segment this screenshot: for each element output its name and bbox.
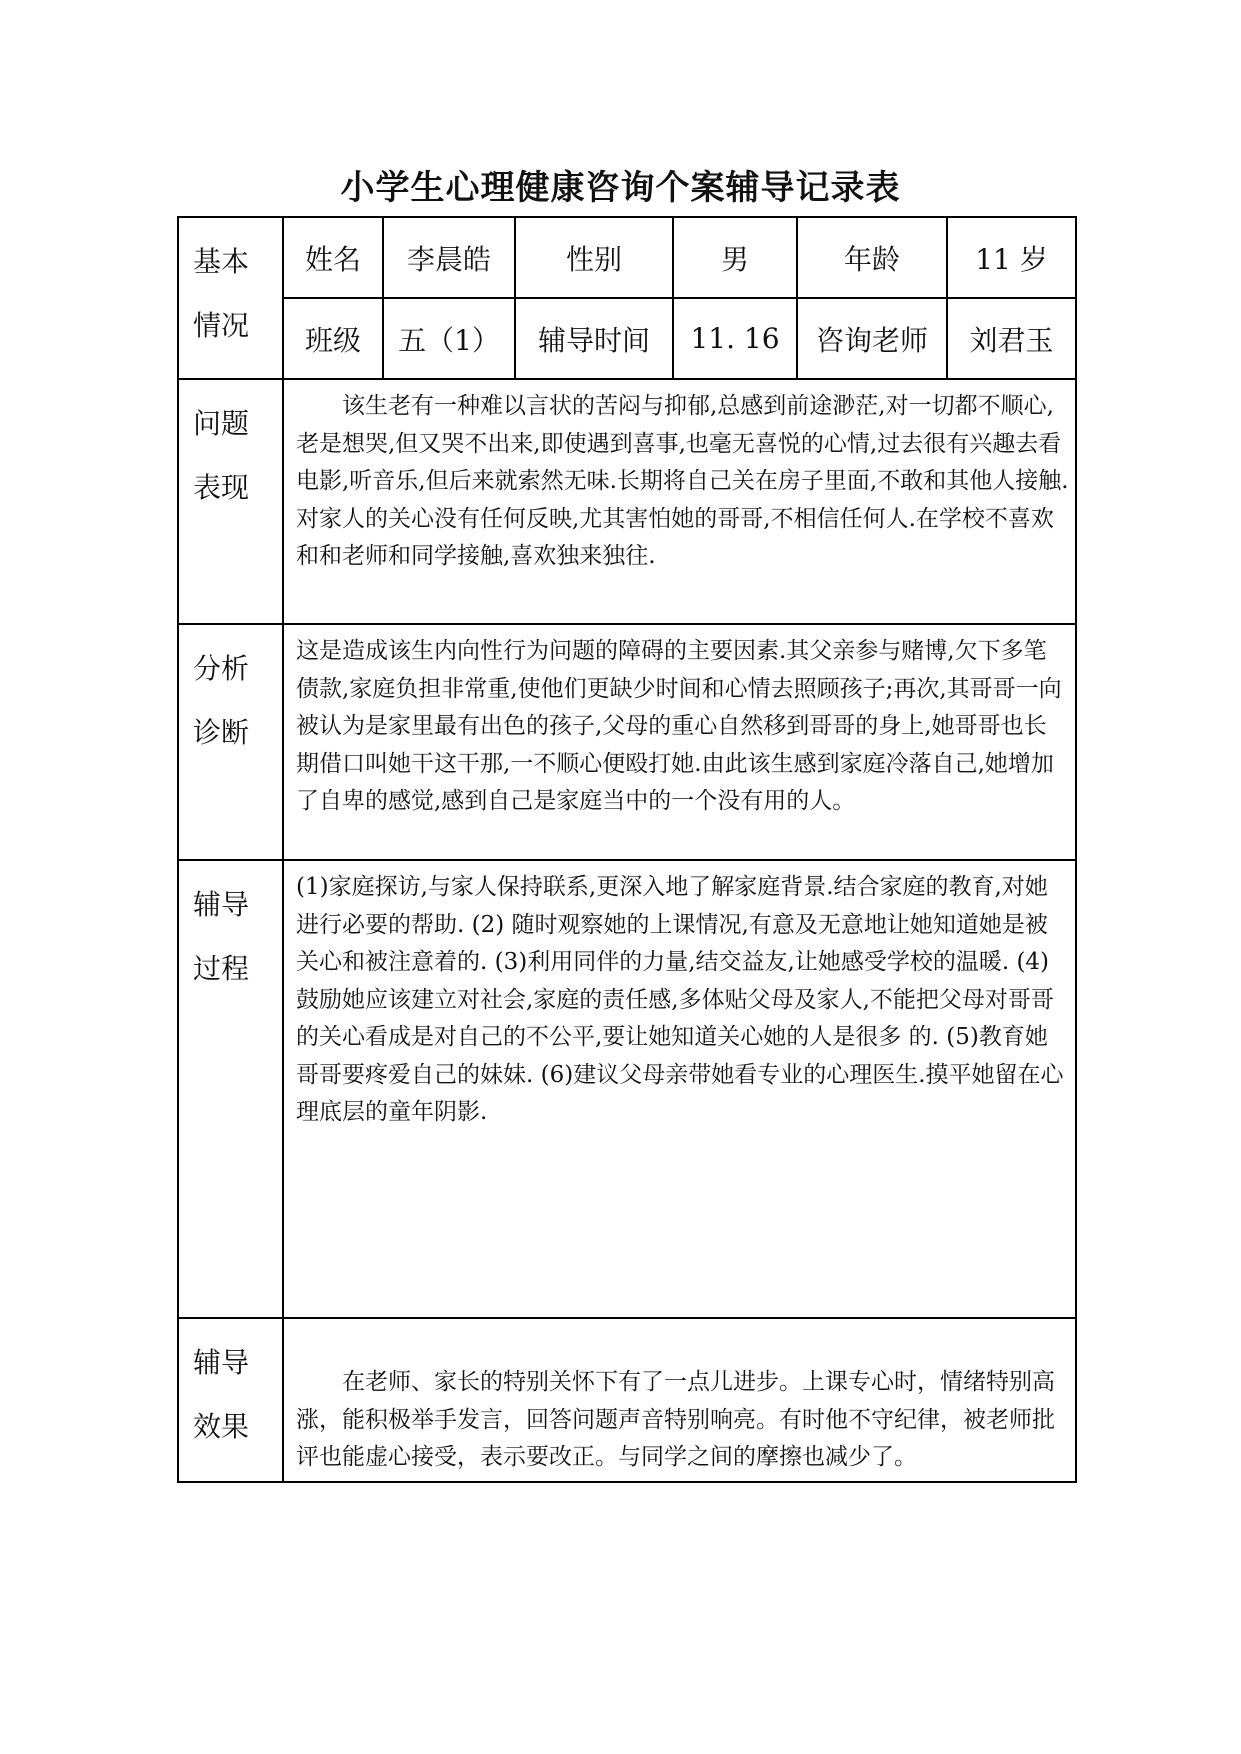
process-label-line-2: 过程 bbox=[193, 952, 250, 985]
process-row bbox=[178, 860, 1076, 1318]
problem-row bbox=[178, 379, 1076, 624]
age-value: 11 岁 bbox=[947, 217, 1076, 298]
basic-row-2 bbox=[178, 298, 1076, 379]
problem-label-line-1: 问题 bbox=[193, 407, 250, 440]
gender-label: 性别 bbox=[515, 217, 673, 298]
basic-row-1 bbox=[178, 217, 1076, 298]
analysis-label-line-2: 诊断 bbox=[193, 716, 250, 749]
process-section-label bbox=[178, 860, 283, 1318]
class-value: 五（1） bbox=[383, 298, 515, 379]
basic-section-label bbox=[178, 217, 283, 379]
teacher-value: 刘君玉 bbox=[947, 298, 1076, 379]
page-title: 小学生心理健康咨询个案辅导记录表 bbox=[340, 168, 901, 208]
class-label: 班级 bbox=[283, 298, 383, 379]
effect-section-label bbox=[178, 1318, 283, 1482]
problem-text: 该生老有一种难以言状的苦闷与抑郁,总感到前途渺茫,对一切都不顺心,老是想哭,但又哭不出来,即使遇到喜事,也毫无喜悦的心情,过去很有兴趣去看电影,听音乐,但后来就索然无味.长期将自己关在房子里面,不敢和其他人接触.对家人的关心没有任何反映,尤其害怕她的哥哥,不相信任何人.在学校不喜欢和和老师和同学接触,喜欢独来独往. bbox=[296, 393, 1069, 569]
gender-value: 男 bbox=[673, 217, 797, 298]
effect-label-line-1: 辅导 bbox=[193, 1346, 250, 1379]
name-label: 姓名 bbox=[283, 217, 383, 298]
basic-label-line-1: 基本 bbox=[193, 245, 250, 278]
effect-row bbox=[178, 1318, 1076, 1482]
process-text: (1)家庭探访,与家人保持联系,更深入地了解家庭背景.结合家庭的教育,对她进行必要的帮助. (2) 随时观察她的上课情况,有意及无意地让她知道她是被关心和被注意着的. (3)利用同伴的力量,结交益友,让她感受学校的温暖. (4)鼓励她应该建立对社会,家庭的责任感,多体贴父母及家人,不能把父母对哥哥的关心看成是对自己的不公平,要让她知道关心她的人是很多 的. (5)教育她哥哥要疼爱自己的妹妹. (6)建议父母亲带她看专业的心理医生.摸平她留在心理底层的童年阴影. bbox=[296, 874, 1064, 1125]
problem-section-label bbox=[178, 379, 283, 624]
age-label: 年龄 bbox=[797, 217, 947, 298]
analysis-label-line-1: 分析 bbox=[193, 652, 250, 685]
basic-label-line-2: 情况 bbox=[193, 309, 250, 342]
analysis-text: 这是造成该生内向性行为问题的障碍的主要因素.其父亲参与赌博,欠下多笔债款,家庭负担非常重,使他们更缺少时间和心情去照顾孩子;再次,其哥哥一向被认为是家里最有出色的孩子,父母的重心自然移到哥哥的身上,她哥哥也长期借口叫她干这干那,一不顺心便殴打她.由此该生感到家庭冷落自己,她增加了自卑的感觉,感到自己是家庭当中的一个没有用的人。 bbox=[296, 638, 1062, 814]
time-label: 辅导时间 bbox=[515, 298, 673, 379]
problem-label-line-2: 表现 bbox=[193, 471, 250, 504]
process-description bbox=[283, 860, 1076, 1318]
effect-description bbox=[283, 1318, 1076, 1482]
teacher-label: 咨询老师 bbox=[797, 298, 947, 379]
analysis-section-label bbox=[178, 624, 283, 860]
problem-description bbox=[283, 379, 1076, 624]
analysis-row bbox=[178, 624, 1076, 860]
effect-text: 在老师、家长的特别关怀下有了一点儿进步。上课专心时，情绪特别高涨，能积极举手发言，回答问题声音特别响亮。有时他不守纪律，被老师批评也能虚心接受，表示要改正。与同学之间的摩擦也减少了。 bbox=[296, 1369, 1055, 1470]
name-value: 李晨皓 bbox=[383, 217, 515, 298]
record-table bbox=[177, 216, 1077, 1483]
process-label-line-1: 辅导 bbox=[193, 888, 250, 921]
time-value: 11. 16 bbox=[673, 298, 797, 379]
effect-label-line-2: 效果 bbox=[193, 1410, 250, 1443]
analysis-description bbox=[283, 624, 1076, 860]
